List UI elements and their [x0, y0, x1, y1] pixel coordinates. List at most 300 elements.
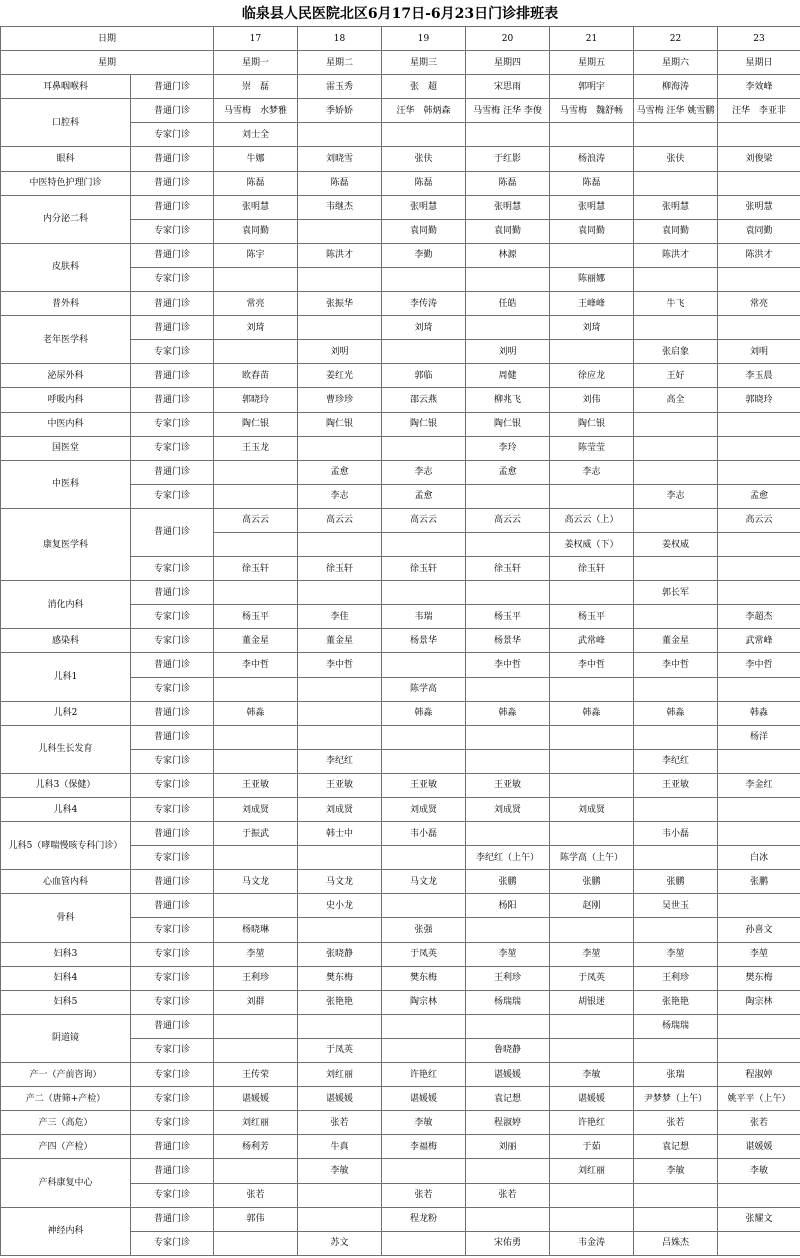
doctor-cell: 刘成贤	[298, 798, 382, 822]
doctor-cell: 牛娜	[214, 147, 298, 171]
doctor-cell: 杨晓琳	[214, 918, 298, 942]
doctor-cell: 徐玉轩	[298, 557, 382, 581]
doctor-cell: 刘成贤	[466, 798, 550, 822]
weekday-header-cell: 星期二	[298, 51, 382, 75]
department-name: 耳鼻咽喉科	[1, 75, 131, 99]
doctor-cell	[382, 436, 466, 460]
doctor-cell: 李效峰	[718, 75, 800, 99]
doctor-cell: 樊东梅	[298, 966, 382, 990]
department-row	[1, 773, 800, 797]
department-row	[1, 1087, 800, 1111]
doctor-cell	[382, 653, 466, 677]
schedule-table	[0, 26, 800, 1256]
doctor-cell: 杨景华	[466, 629, 550, 653]
department-row	[1, 822, 800, 846]
doctor-cell: 袁同勤	[214, 219, 298, 243]
doctor-cell: 王利珍	[466, 966, 550, 990]
department-row	[1, 195, 800, 219]
doctor-cell	[634, 436, 718, 460]
clinic-type: 专家门诊	[131, 557, 214, 581]
doctor-cell	[550, 1207, 634, 1231]
doctor-cell: 韩淼	[466, 701, 550, 725]
doctor-cell: 马雪梅 魏舒畅	[550, 99, 634, 123]
doctor-cell: 韩淼	[550, 701, 634, 725]
clinic-type: 专家门诊	[131, 966, 214, 990]
doctor-cell: 于凤英	[550, 966, 634, 990]
doctor-cell: 高全	[634, 388, 718, 412]
doctor-cell: 刘成贤	[382, 798, 466, 822]
doctor-cell: 李玉晨	[718, 364, 800, 388]
doctor-cell: 刘琦	[550, 316, 634, 340]
clinic-type: 专家门诊	[131, 773, 214, 797]
doctor-cell: 杨阳	[466, 894, 550, 918]
department-name: 康复医学科	[1, 508, 131, 580]
department-name: 儿科3（保健）	[1, 773, 131, 797]
doctor-cell: 于振武	[214, 822, 298, 846]
doctor-cell: 于茹	[550, 1135, 634, 1159]
department-row	[1, 701, 800, 725]
doctor-cell: 李纪红	[298, 749, 382, 773]
department-name: 心血管内科	[1, 870, 131, 894]
doctor-cell	[550, 1183, 634, 1207]
doctor-cell	[718, 460, 800, 484]
doctor-cell	[298, 1207, 382, 1231]
doctor-cell	[634, 605, 718, 629]
doctor-cell: 武常峰	[550, 629, 634, 653]
doctor-cell: 程淑婷	[466, 1111, 550, 1135]
doctor-cell: 韦小磊	[634, 822, 718, 846]
doctor-cell: 张伕	[382, 147, 466, 171]
doctor-cell: 吴世玉	[634, 894, 718, 918]
clinic-type: 专家门诊	[131, 629, 214, 653]
clinic-type: 专家门诊	[131, 219, 214, 243]
weekday-header-cell: 星期三	[382, 51, 466, 75]
doctor-cell	[382, 1159, 466, 1183]
doctor-cell: 韩淼	[718, 701, 800, 725]
doctor-cell: 汪华 李亚非	[718, 99, 800, 123]
doctor-cell: 张晓静	[298, 942, 382, 966]
doctor-cell: 李敏	[634, 1159, 718, 1183]
doctor-cell	[466, 1014, 550, 1038]
doctor-cell	[634, 725, 718, 749]
department-row	[1, 1159, 800, 1183]
doctor-cell: 陶宗林	[718, 990, 800, 1014]
doctor-cell	[634, 412, 718, 436]
doctor-cell	[298, 436, 382, 460]
doctor-cell: 杨玉平	[466, 605, 550, 629]
clinic-type: 普通门诊	[131, 316, 214, 340]
doctor-cell	[718, 123, 800, 147]
department-name: 国医堂	[1, 436, 131, 460]
clinic-type: 普通门诊	[131, 725, 214, 749]
department-row	[1, 436, 800, 460]
doctor-cell: 王亚敏	[382, 773, 466, 797]
doctor-cell: 徐玉轩	[382, 557, 466, 581]
doctor-cell	[298, 1014, 382, 1038]
doctor-cell	[298, 725, 382, 749]
doctor-cell: 李堃	[550, 942, 634, 966]
doctor-cell	[466, 123, 550, 147]
clinic-type: 普通门诊	[131, 388, 214, 412]
doctor-cell: 姜权威（下）	[550, 532, 634, 556]
doctor-cell: 李堃	[718, 942, 800, 966]
clinic-type: 普通门诊	[131, 508, 214, 556]
clinic-type: 普通门诊	[131, 75, 214, 99]
doctor-cell: 程淑婷	[718, 1063, 800, 1087]
doctor-cell	[298, 532, 382, 556]
clinic-type: 专家门诊	[131, 677, 214, 701]
doctor-cell: 谌媛媛	[550, 1087, 634, 1111]
doctor-cell	[298, 846, 382, 870]
doctor-cell: 史小龙	[298, 894, 382, 918]
doctor-cell	[382, 581, 466, 605]
doctor-cell: 刘明	[298, 340, 382, 364]
doctor-cell: 谌媛媛	[718, 1135, 800, 1159]
doctor-cell: 李敏	[382, 1111, 466, 1135]
doctor-cell	[550, 1038, 634, 1062]
doctor-cell	[214, 725, 298, 749]
doctor-cell: 王玉龙	[214, 436, 298, 460]
doctor-cell: 宋佑勇	[466, 1231, 550, 1255]
clinic-type: 专家门诊	[131, 1111, 214, 1135]
doctor-cell: 高云云	[718, 508, 800, 532]
doctor-cell	[298, 1183, 382, 1207]
doctor-cell	[214, 894, 298, 918]
department-name: 儿科4	[1, 798, 131, 822]
doctor-cell: 陈学高	[382, 677, 466, 701]
doctor-cell	[382, 123, 466, 147]
clinic-type: 普通门诊	[131, 364, 214, 388]
clinic-type: 专家门诊	[131, 846, 214, 870]
doctor-cell: 袁同勤	[550, 219, 634, 243]
doctor-cell	[634, 798, 718, 822]
doctor-cell	[214, 1159, 298, 1183]
doctor-cell: 许艳红	[550, 1111, 634, 1135]
department-row	[1, 629, 800, 653]
doctor-cell: 陈洪才	[634, 243, 718, 267]
doctor-cell: 王亚敏	[214, 773, 298, 797]
doctor-cell	[382, 267, 466, 291]
doctor-cell: 马文龙	[382, 870, 466, 894]
doctor-cell	[466, 822, 550, 846]
weekday-header-cell: 星期六	[634, 51, 718, 75]
clinic-type: 普通门诊	[131, 894, 214, 918]
clinic-type: 专家门诊	[131, 436, 214, 460]
department-name: 呼吸内科	[1, 388, 131, 412]
doctor-cell	[466, 581, 550, 605]
doctor-cell: 李敏	[718, 1159, 800, 1183]
clinic-type: 专家门诊	[131, 918, 214, 942]
clinic-type: 专家门诊	[131, 990, 214, 1014]
date-header-cell: 20	[466, 27, 550, 51]
doctor-cell	[550, 1014, 634, 1038]
doctor-cell: 杨洋	[718, 725, 800, 749]
department-row	[1, 316, 800, 340]
doctor-cell: 张艳艳	[634, 990, 718, 1014]
doctor-cell	[298, 219, 382, 243]
department-row	[1, 894, 800, 918]
doctor-cell: 袁记想	[466, 1087, 550, 1111]
doctor-cell: 刘红丽	[214, 1111, 298, 1135]
doctor-cell	[214, 532, 298, 556]
doctor-cell	[214, 340, 298, 364]
doctor-cell: 陈洪才	[718, 243, 800, 267]
doctor-cell: 张明慧	[634, 195, 718, 219]
doctor-cell	[382, 725, 466, 749]
doctor-cell: 陈宇	[214, 243, 298, 267]
doctor-cell	[550, 822, 634, 846]
doctor-cell: 吕姝杰	[634, 1231, 718, 1255]
doctor-cell: 李堃	[214, 942, 298, 966]
doctor-cell: 张启象	[634, 340, 718, 364]
doctor-cell: 陶仁银	[550, 412, 634, 436]
doctor-cell: 袁同勤	[634, 219, 718, 243]
clinic-type: 普通门诊	[131, 147, 214, 171]
doctor-cell: 张伕	[634, 147, 718, 171]
doctor-cell: 杨瑞瑞	[634, 1014, 718, 1038]
doctor-cell: 李纪红	[634, 749, 718, 773]
doctor-cell: 杨景华	[382, 629, 466, 653]
doctor-cell	[298, 267, 382, 291]
doctor-cell: 董金星	[634, 629, 718, 653]
doctor-cell: 孟愈	[298, 460, 382, 484]
doctor-cell: 张明慧	[214, 195, 298, 219]
doctor-cell: 孟愈	[718, 484, 800, 508]
doctor-cell: 尹梦梦（上午）	[634, 1087, 718, 1111]
department-name: 老年医学科	[1, 316, 131, 364]
clinic-type: 普通门诊	[131, 1159, 214, 1183]
department-name: 中医特色护理门诊	[1, 171, 131, 195]
department-name: 骨科	[1, 894, 131, 942]
doctor-cell: 李志	[634, 484, 718, 508]
department-row	[1, 388, 800, 412]
doctor-cell: 杨瑞瑞	[466, 990, 550, 1014]
doctor-cell: 杨浪涛	[550, 147, 634, 171]
doctor-cell: 张 超	[382, 75, 466, 99]
doctor-cell: 袁同勤	[382, 219, 466, 243]
doctor-cell	[214, 749, 298, 773]
doctor-cell	[466, 749, 550, 773]
clinic-type: 普通门诊	[131, 460, 214, 484]
doctor-cell	[550, 243, 634, 267]
doctor-cell: 袁记想	[634, 1135, 718, 1159]
doctor-cell	[214, 1014, 298, 1038]
doctor-cell: 许艳红	[382, 1063, 466, 1087]
doctor-cell	[214, 484, 298, 508]
doctor-cell: 李玲	[466, 436, 550, 460]
doctor-cell	[214, 581, 298, 605]
doctor-cell: 郭长军	[634, 581, 718, 605]
doctor-cell: 张若	[382, 1183, 466, 1207]
doctor-cell: 张鹏	[634, 870, 718, 894]
clinic-type: 普通门诊	[131, 822, 214, 846]
doctor-cell	[718, 1183, 800, 1207]
clinic-type: 专家门诊	[131, 123, 214, 147]
doctor-cell: 郭晓玲	[718, 388, 800, 412]
doctor-cell: 于红影	[466, 147, 550, 171]
doctor-cell: 高云云	[298, 508, 382, 532]
doctor-cell: 张明慧	[718, 195, 800, 219]
doctor-cell: 刘成贤	[214, 798, 298, 822]
doctor-cell: 李勤	[382, 243, 466, 267]
department-row	[1, 243, 800, 267]
doctor-cell: 陈莹莹	[550, 436, 634, 460]
doctor-cell: 刘成贤	[550, 798, 634, 822]
doctor-cell: 刘红丽	[550, 1159, 634, 1183]
date-header-cell: 23	[718, 27, 800, 51]
doctor-cell: 刘晓雪	[298, 147, 382, 171]
doctor-cell: 周健	[466, 364, 550, 388]
doctor-cell: 樊东梅	[718, 966, 800, 990]
doctor-cell	[214, 677, 298, 701]
date-header-label: 日期	[1, 27, 214, 51]
doctor-cell: 张若	[298, 1111, 382, 1135]
doctor-cell: 徐玉轩	[466, 557, 550, 581]
doctor-cell: 宋思雨	[466, 75, 550, 99]
doctor-cell: 李中哲	[298, 653, 382, 677]
doctor-cell: 陶仁银	[382, 412, 466, 436]
department-name: 妇科4	[1, 966, 131, 990]
doctor-cell: 于凤英	[298, 1038, 382, 1062]
department-name: 产一（产前咨询）	[1, 1063, 131, 1087]
doctor-cell: 牛飞	[634, 292, 718, 316]
doctor-cell: 欧春苗	[214, 364, 298, 388]
doctor-cell: 陈磊	[214, 171, 298, 195]
doctor-cell: 马雪梅 汪华 李俊	[466, 99, 550, 123]
doctor-cell: 郭晓玲	[214, 388, 298, 412]
doctor-cell: 林源	[466, 243, 550, 267]
doctor-cell	[214, 267, 298, 291]
doctor-cell: 鲁晓静	[466, 1038, 550, 1062]
doctor-cell: 柳海涛	[634, 75, 718, 99]
weekday-header-cell: 星期日	[718, 51, 800, 75]
department-name: 妇科5	[1, 990, 131, 1014]
department-row	[1, 412, 800, 436]
doctor-cell: 马雪梅 水梦雅	[214, 99, 298, 123]
department-row	[1, 725, 800, 749]
clinic-type: 专家门诊	[131, 1231, 214, 1255]
department-row	[1, 147, 800, 171]
doctor-cell: 张鹏	[466, 870, 550, 894]
department-name: 产三（高危）	[1, 1111, 131, 1135]
doctor-cell: 牛真	[298, 1135, 382, 1159]
doctor-cell: 徐应龙	[550, 364, 634, 388]
department-name: 内分泌二科	[1, 195, 131, 243]
department-name: 妇科3	[1, 942, 131, 966]
doctor-cell: 李佳	[298, 605, 382, 629]
department-row	[1, 581, 800, 605]
doctor-cell: 李敏	[550, 1063, 634, 1087]
doctor-cell: 谌媛媛	[298, 1087, 382, 1111]
doctor-cell	[382, 340, 466, 364]
doctor-cell	[298, 123, 382, 147]
department-row	[1, 508, 800, 532]
doctor-cell: 任皓	[466, 292, 550, 316]
doctor-cell	[718, 412, 800, 436]
doctor-cell	[634, 508, 718, 532]
doctor-cell	[550, 581, 634, 605]
clinic-type: 普通门诊	[131, 292, 214, 316]
doctor-cell: 常亮	[214, 292, 298, 316]
doctor-cell	[718, 557, 800, 581]
doctor-cell	[466, 918, 550, 942]
doctor-cell: 郭伟	[214, 1207, 298, 1231]
doctor-cell: 张明慧	[382, 195, 466, 219]
clinic-type: 普通门诊	[131, 171, 214, 195]
clinic-type: 专家门诊	[131, 1038, 214, 1062]
doctor-cell	[466, 1207, 550, 1231]
doctor-cell: 郭临	[382, 364, 466, 388]
doctor-cell	[634, 123, 718, 147]
doctor-cell: 韦金涛	[550, 1231, 634, 1255]
doctor-cell: 韦小磊	[382, 822, 466, 846]
doctor-cell	[718, 894, 800, 918]
doctor-cell	[466, 677, 550, 701]
doctor-cell: 张鹏	[550, 870, 634, 894]
doctor-cell: 张鹏	[718, 870, 800, 894]
weekday-header-cell: 星期一	[214, 51, 298, 75]
clinic-type: 专家门诊	[131, 1183, 214, 1207]
doctor-cell: 杨玉平	[550, 605, 634, 629]
doctor-cell	[298, 581, 382, 605]
doctor-cell	[214, 460, 298, 484]
department-row	[1, 171, 800, 195]
department-name: 神经内科	[1, 1207, 131, 1255]
doctor-cell: 董金星	[214, 629, 298, 653]
doctor-cell	[550, 484, 634, 508]
doctor-cell: 陶仁银	[466, 412, 550, 436]
doctor-cell	[718, 316, 800, 340]
department-row	[1, 1207, 800, 1231]
doctor-cell: 季娇娇	[298, 99, 382, 123]
department-name: 感染科	[1, 629, 131, 653]
department-name: 消化内科	[1, 581, 131, 629]
clinic-type: 普通门诊	[131, 870, 214, 894]
doctor-cell: 王亚敏	[298, 773, 382, 797]
doctor-cell: 李敏	[298, 1159, 382, 1183]
doctor-cell	[634, 267, 718, 291]
doctor-cell: 袁同勤	[718, 219, 800, 243]
department-row	[1, 364, 800, 388]
doctor-cell	[550, 918, 634, 942]
doctor-cell	[718, 822, 800, 846]
clinic-type: 普通门诊	[131, 243, 214, 267]
doctor-cell: 谌媛媛	[466, 1063, 550, 1087]
doctor-cell	[634, 1183, 718, 1207]
doctor-cell: 李堃	[634, 942, 718, 966]
date-header-cell: 19	[382, 27, 466, 51]
doctor-cell	[634, 846, 718, 870]
doctor-cell	[298, 701, 382, 725]
doctor-cell	[382, 1014, 466, 1038]
doctor-cell: 孟愈	[466, 460, 550, 484]
doctor-cell: 刘明	[466, 340, 550, 364]
doctor-cell: 陶仁银	[298, 412, 382, 436]
doctor-cell: 刘琦	[214, 316, 298, 340]
clinic-type: 专家门诊	[131, 942, 214, 966]
doctor-cell: 张若	[718, 1111, 800, 1135]
doctor-cell: 陶宗林	[382, 990, 466, 1014]
department-row	[1, 1063, 800, 1087]
doctor-cell: 程龙粉	[382, 1207, 466, 1231]
department-name: 产二（唐筛+产检）	[1, 1087, 131, 1111]
doctor-cell: 张振华	[298, 292, 382, 316]
doctor-cell	[718, 532, 800, 556]
doctor-cell: 李中哲	[214, 653, 298, 677]
doctor-cell: 袁同勤	[466, 219, 550, 243]
doctor-cell	[550, 677, 634, 701]
doctor-cell	[718, 749, 800, 773]
